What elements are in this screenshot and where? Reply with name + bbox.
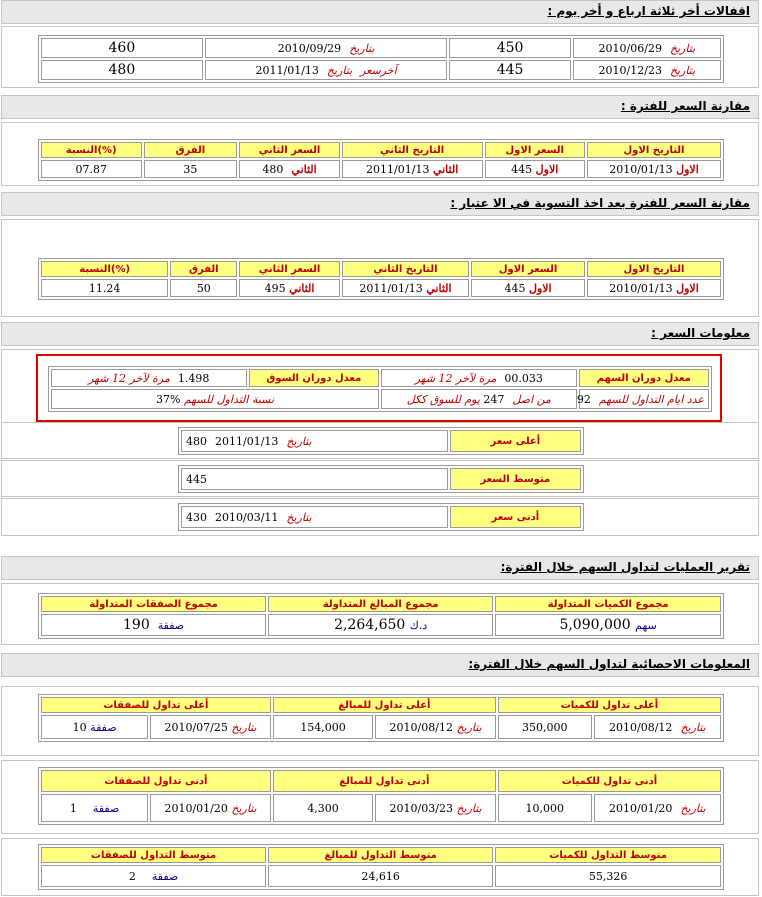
table-row bbox=[41, 38, 721, 58]
high-price-value: بتاريخ2011/01/13480 bbox=[181, 430, 448, 452]
avg-trading-panel bbox=[1, 838, 759, 896]
col-header: السعر الثاني bbox=[239, 142, 340, 158]
table-row bbox=[41, 160, 721, 178]
pct-cell: 11.24 bbox=[41, 279, 168, 297]
closing-date-cell: بتاريخ2010/12/23 bbox=[573, 60, 721, 80]
min-trading-table bbox=[38, 767, 724, 825]
market-days-cell: من اصل247 يوم للسوق ككل bbox=[381, 389, 577, 409]
max-trading-table bbox=[38, 694, 724, 742]
diff-cell: 35 bbox=[144, 160, 238, 178]
closings-panel bbox=[1, 26, 759, 88]
col-header: أعلى تداول للكميات bbox=[498, 697, 721, 713]
operations-table bbox=[38, 593, 724, 639]
table-row bbox=[41, 715, 721, 739]
stock-turnover-value: 00.033مرة لآخر 12 شهر bbox=[381, 369, 577, 387]
col-header: مجموع الصفقات المتداولة bbox=[41, 596, 266, 612]
table-row bbox=[41, 614, 721, 636]
closing-price-cell: 450 bbox=[449, 38, 570, 58]
col-header: أعلى تداول للمبالغ bbox=[273, 697, 496, 713]
table-row bbox=[181, 506, 581, 528]
closing-price-cell: 460 bbox=[41, 38, 203, 58]
diff-cell: 50 bbox=[170, 279, 237, 297]
section-title: مقارنة السعر للفترة بعد اخذ التسوية في الا عتبار : bbox=[450, 196, 750, 210]
col-header: (%)النسبة bbox=[41, 142, 142, 158]
avg-price-table bbox=[178, 465, 584, 493]
section-title: تقرير العمليات لتداول السهم خلال الفترة: bbox=[500, 560, 750, 574]
max-amt-date-cell: بتاريخ 2010/08/12 bbox=[375, 715, 496, 739]
section-header-closings bbox=[1, 0, 759, 24]
low-price-label: أدنى سعر bbox=[450, 506, 581, 528]
market-turnover-value: 1.498مرة لآخر 12 شهر bbox=[51, 369, 247, 387]
table-header-row bbox=[41, 770, 721, 792]
max-deal-date-cell: بتاريخ 2010/07/25 bbox=[150, 715, 271, 739]
min-qty-cell: 10,000 bbox=[498, 794, 592, 822]
operations-panel bbox=[1, 583, 759, 645]
first-date-cell: الاول 2010/01/13 bbox=[587, 160, 721, 178]
turnover-table bbox=[48, 366, 712, 412]
avg-amt-cell: 24,616 bbox=[268, 865, 493, 887]
col-header: أدنى تداول للصفقات bbox=[41, 770, 271, 792]
adjusted-compare-table bbox=[38, 258, 724, 300]
table-row bbox=[51, 369, 709, 387]
min-amt-cell: 4,300 bbox=[273, 794, 374, 822]
avg-price-panel bbox=[1, 460, 759, 497]
first-price-cell: الاول 445 bbox=[485, 160, 586, 178]
section-title: مقارنة السعر للفترة : bbox=[620, 99, 750, 113]
col-header: الفرق bbox=[144, 142, 238, 158]
low-price-table bbox=[178, 503, 584, 531]
price-compare-table bbox=[38, 139, 724, 181]
closing-date-cell: بتاريخ2010/06/29 bbox=[573, 38, 721, 58]
col-header: التاريخ الثاني bbox=[342, 142, 483, 158]
table-header-row bbox=[41, 697, 721, 713]
section-title: معلومات السعر : bbox=[651, 326, 750, 340]
section-title: المعلومات الاحصائية لتداول السهم خلال الفترة: bbox=[468, 657, 750, 671]
market-turnover-label: معدل دوران السوق bbox=[249, 369, 379, 387]
table-row bbox=[41, 279, 721, 297]
table-header-row bbox=[41, 142, 721, 158]
trade-days-cell: عدد ايام التداول للسهم92 bbox=[579, 389, 709, 409]
low-price-value: بتاريخ2010/03/11430 bbox=[181, 506, 448, 528]
adjusted-compare-panel bbox=[1, 219, 759, 317]
stock-turnover-label: معدل دوران السهم bbox=[579, 369, 709, 387]
col-header: متوسط التداول للصفقات bbox=[41, 847, 266, 863]
max-trading-panel bbox=[1, 686, 759, 756]
table-row bbox=[181, 430, 581, 452]
price-compare-panel bbox=[1, 122, 759, 186]
col-header: مجموع الكميات المتداولة bbox=[495, 596, 721, 612]
avg-trading-table bbox=[38, 844, 724, 890]
min-amt-date-cell: بتاريخ 2010/03/23 bbox=[375, 794, 496, 822]
high-price-table bbox=[178, 427, 584, 455]
closing-date-cell: بتاريخ2010/09/29 bbox=[205, 38, 448, 58]
min-trading-panel bbox=[1, 760, 759, 834]
table-row bbox=[41, 794, 721, 822]
total-deals-cell: صفقة190 bbox=[41, 614, 266, 636]
col-header: الفرق bbox=[170, 261, 237, 277]
avg-price-label: متوسط السعر bbox=[450, 468, 581, 490]
total-qty-cell: سهم 5,090,000 bbox=[495, 614, 721, 636]
first-date-cell: الاول 2010/01/13 bbox=[587, 279, 721, 297]
col-header: مجموع المبالغ المتداولة bbox=[268, 596, 493, 612]
second-date-cell: الثاني 2011/01/13 bbox=[342, 160, 483, 178]
col-header: أعلى تداول للصفقات bbox=[41, 697, 271, 713]
low-price-panel bbox=[1, 498, 759, 536]
col-header: التاريخ الثاني bbox=[342, 261, 469, 277]
max-deal-cell: صفقة 10 bbox=[41, 715, 148, 739]
second-price-cell: الثاني 495 bbox=[239, 279, 340, 297]
closing-price-cell: 445 bbox=[449, 60, 570, 80]
avg-qty-cell: 55,326 bbox=[495, 865, 721, 887]
col-header: أدنى تداول للمبالغ bbox=[273, 770, 496, 792]
section-header-operations bbox=[1, 556, 759, 580]
max-qty-date-cell: بتاريخ2010/08/12 bbox=[594, 715, 721, 739]
col-header: السعر الاول bbox=[485, 142, 586, 158]
avg-deal-cell: صفقة2 bbox=[41, 865, 266, 887]
table-row bbox=[181, 468, 581, 490]
last-price-cell: 480 bbox=[41, 60, 203, 80]
section-header-price-compare bbox=[1, 95, 759, 119]
last-price-date-cell: آخرسعربتاريخ2011/01/13 bbox=[205, 60, 448, 80]
trade-ratio-cell: نسبة التداول للسهم %37 bbox=[51, 389, 379, 409]
avg-price-value: 445 bbox=[181, 468, 448, 490]
max-amt-cell: 154,000 bbox=[273, 715, 374, 739]
col-header: (%)النسبة bbox=[41, 261, 168, 277]
first-price-cell: الاول 445 bbox=[471, 279, 585, 297]
col-header: أدنى تداول للكميات bbox=[498, 770, 721, 792]
col-header: متوسط التداول للمبالغ bbox=[268, 847, 493, 863]
section-header-adjusted-compare bbox=[1, 192, 759, 216]
col-header: التاريخ الاول bbox=[587, 142, 721, 158]
section-title: اقفالات أخر ثلاثة ارباع و أخر يوم : bbox=[547, 4, 750, 18]
second-price-cell: الثاني480 bbox=[239, 160, 340, 178]
table-row bbox=[41, 60, 721, 80]
high-price-panel bbox=[1, 422, 759, 459]
table-header-row bbox=[41, 261, 721, 277]
max-qty-cell: 350,000 bbox=[498, 715, 592, 739]
table-header-row bbox=[41, 847, 721, 863]
col-header: متوسط التداول للكميات bbox=[495, 847, 721, 863]
table-row bbox=[41, 865, 721, 887]
min-qty-date-cell: بتاريخ2010/01/20 bbox=[594, 794, 721, 822]
closings-table bbox=[38, 35, 724, 83]
section-header-price-info bbox=[1, 322, 759, 346]
col-header: التاريخ الاول bbox=[587, 261, 721, 277]
section-header-statistics bbox=[1, 653, 759, 677]
table-row bbox=[51, 389, 709, 409]
table-header-row bbox=[41, 596, 721, 612]
total-amount-cell: د.ك 2,264,650 bbox=[268, 614, 493, 636]
second-date-cell: الثاني 2011/01/13 bbox=[342, 279, 469, 297]
min-deal-date-cell: بتاريخ 2010/01/20 bbox=[150, 794, 271, 822]
col-header: السعر الثاني bbox=[239, 261, 340, 277]
pct-cell: 07.87 bbox=[41, 160, 142, 178]
col-header: السعر الاول bbox=[471, 261, 585, 277]
min-deal-cell: صفقة1 bbox=[41, 794, 148, 822]
high-price-label: أعلى سعر bbox=[450, 430, 581, 452]
